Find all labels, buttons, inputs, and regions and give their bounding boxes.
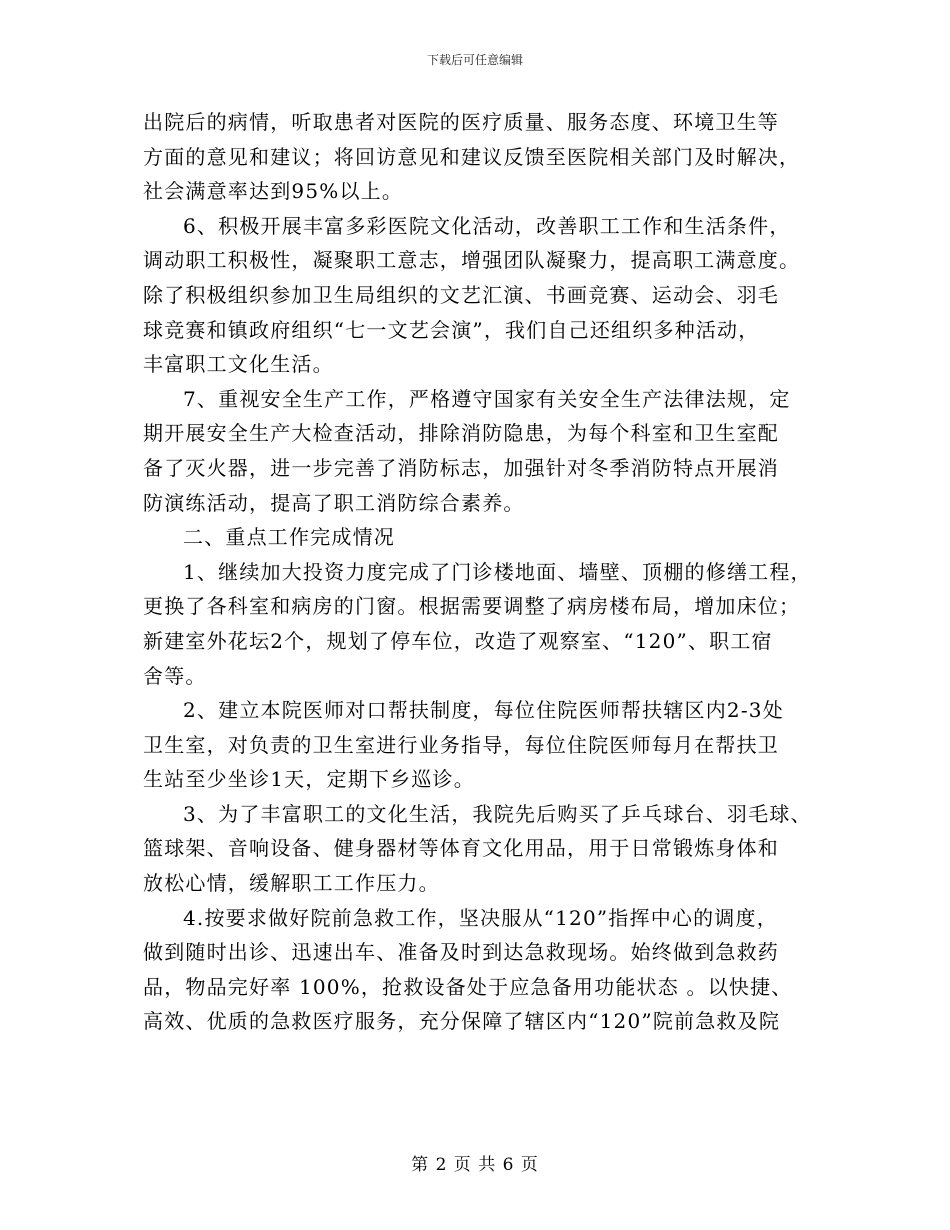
text-line: 篮球架、音响设备、健身器材等体育文化用品，用于日常锻炼身体和: [143, 836, 779, 861]
paragraph-start-line: 4.按要求做好院前急救工作，坚决服从“120”指挥中心的调度，: [183, 905, 778, 930]
text-line: 新建室外花坛2个，规划了停车位，改造了观察室、“120”、职工宿: [143, 628, 773, 653]
text-line: 备了灭火器，进一步完善了消防标志，加强针对冬季消防特点开展消: [143, 455, 779, 480]
text-line: 方面的意见和建议；将回访意见和建议反馈至医院相关部门及时解决，: [143, 144, 801, 169]
text-line: 期开展安全生产大检查活动，排除消防隐患，为每个科室和卫生室配: [143, 421, 779, 446]
text-line: 品，物品完好率 100%，抢救设备处于应急备用功能状态 。以快捷、: [143, 974, 793, 999]
text-line: 调动职工积极性，凝聚职工意志，增强团队凝聚力，提高职工满意度。: [143, 248, 801, 273]
text-line: 舍等。: [143, 663, 207, 688]
text-line: 丰富职工文化生活。: [143, 352, 334, 377]
text-line: 出院后的病情，听取患者对医院的医疗质量、服务态度、环境卫生等: [143, 110, 779, 134]
text-line: 卫生室，对负责的卫生室进行业务指导，每位住院医师每月在帮扶卫: [143, 732, 779, 757]
section-heading: 二、重点工作完成情况: [183, 525, 395, 550]
text-line: 社会满意率达到95%以上。: [143, 179, 404, 204]
text-line: 生站至少坐诊1天，定期下乡巡诊。: [143, 767, 475, 792]
text-line: 除了积极组织参加卫生局组织的文艺汇演、书画竞赛、运动会、羽毛: [143, 282, 779, 307]
paragraph-start-line: 1、继续加大投资力度完成了门诊楼地面、墙壁、顶棚的修缮工程，: [183, 559, 812, 584]
text-line: 更换了各科室和病房的门窗。根据需要调整了病房楼布局，增加床位；: [143, 594, 801, 619]
text-line: 防演练活动，提高了职工消防综合素养。: [143, 490, 525, 515]
document-body: [143, 105, 812, 1039]
paragraph-start-line: 2、建立本院医师对口帮扶制度，每位住院医师帮扶辖区内2-3处: [183, 698, 784, 723]
text-line: 高效、优质的急救医疗服务，充分保障了辖区内“120”院前急救及院: [143, 1009, 781, 1034]
paragraph-start-line: 3、为了丰富职工的文化生活，我院先后购买了乒乓球台、羽毛球、: [183, 801, 812, 826]
paragraph-start-line: 6、积极开展丰富多彩医院文化活动，改善职工工作和生活条件，: [183, 213, 791, 238]
text-line: 做到随时出诊、迅速出车、准备及时到达急救现场。始终做到急救药: [143, 940, 779, 965]
page-header: 下载后可任意编辑: [426, 53, 523, 67]
page-number-footer: 第 2 页 共 6 页: [411, 1155, 539, 1175]
text-line: 球竞赛和镇政府组织“七一文艺会演”，我们自己还组织多种活动，: [143, 317, 760, 342]
text-line: 放松心情，缓解职工工作压力。: [143, 871, 440, 896]
paragraph-start-line: 7、重视安全生产工作，严格遵守国家有关安全生产法律法规，定: [183, 386, 791, 411]
